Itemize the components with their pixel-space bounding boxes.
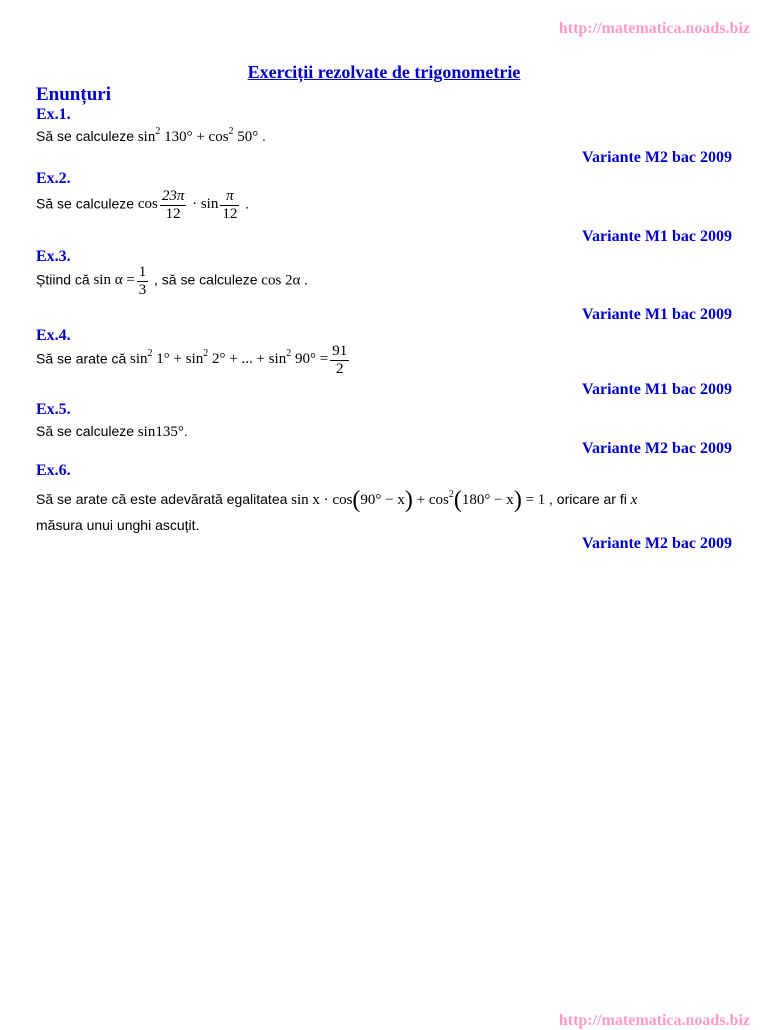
exercise-1-source: Variante M2 bac 2009 xyxy=(581,149,732,166)
exercise-2-label: Ex.2. xyxy=(36,170,71,187)
section-heading: Enunțuri xyxy=(36,84,111,105)
watermark-url-bottom: http://matematica.noads.biz xyxy=(558,1012,750,1029)
exercise-6-label: Ex.6. xyxy=(36,462,71,479)
watermark-url-top: http://matematica.noads.biz xyxy=(558,20,750,37)
exercise-1-formula: $\sin^2 130^\circ + \cos^2 50^\circ$ xyxy=(137,126,259,145)
exercise-3-label: Ex.3. xyxy=(36,248,71,265)
exercise-6-statement: Să se arate că este adevărată egalitatea $\sin x \cdot \cos(90^\circ - x) + \cos^2(180^\circ - x) = 1$ , oricare ar fi x xyxy=(36,487,638,513)
exercise-2-formula: cos $\frac{23\pi}{12}$ · sin $\frac{\pi}{12}$ xyxy=(137,188,238,222)
exercise-5-statement: Să se calculeze sin135°. xyxy=(36,423,188,440)
exercise-3-statement: Știind că sin α = $\frac{1}{3}$ , să se calculeze cos 2α . xyxy=(36,264,309,298)
exercise-3-source: Variante M1 bac 2009 xyxy=(581,306,732,323)
exercise-5-label: Ex.5. xyxy=(36,401,71,418)
exercise-3-formula: sin α = $\frac{1}{3}$ xyxy=(93,264,147,298)
exercise-5-formula: sin135° xyxy=(137,424,184,440)
exercise-2-statement: Să se calculeze cos $\frac{23\pi}{12}$ · sin $\frac{\pi}{12}$ . xyxy=(36,188,249,222)
exercise-4-formula: $\sin^2 1^\circ + \sin^2 2^\circ$ + ... + $\sin^2 90^\circ$ = $\frac{91}{2}$ xyxy=(130,343,348,377)
exercise-6-source: Variante M2 bac 2009 xyxy=(581,535,732,552)
exercise-4-statement: Să se arate că $\sin^2 1^\circ + \sin^2 2^\circ$ + ... + $\sin^2 90^\circ$ = $\frac{91}{2}$ xyxy=(36,343,351,377)
exercise-4-label: Ex.4. xyxy=(36,327,71,344)
exercise-1-label: Ex.1. xyxy=(36,106,71,123)
exercise-5-source: Variante M2 bac 2009 xyxy=(581,440,732,457)
exercise-6-statement-line2: măsura unui unghi ascuțit. xyxy=(36,517,200,533)
exercise-2-source: Variante M1 bac 2009 xyxy=(581,228,732,245)
exercise-6-formula: $\sin x \cdot \cos(90^\circ - x) + \cos^2(180^\circ - x) = 1$ xyxy=(291,487,546,513)
exercise-4-source: Variante M1 bac 2009 xyxy=(581,381,732,398)
exercise-1-statement: Să se calculeze $\sin^2 130^\circ + \cos^2 50^\circ$ . xyxy=(36,126,266,145)
document-title: Exerciții rezolvate de trigonometrie xyxy=(247,62,521,82)
